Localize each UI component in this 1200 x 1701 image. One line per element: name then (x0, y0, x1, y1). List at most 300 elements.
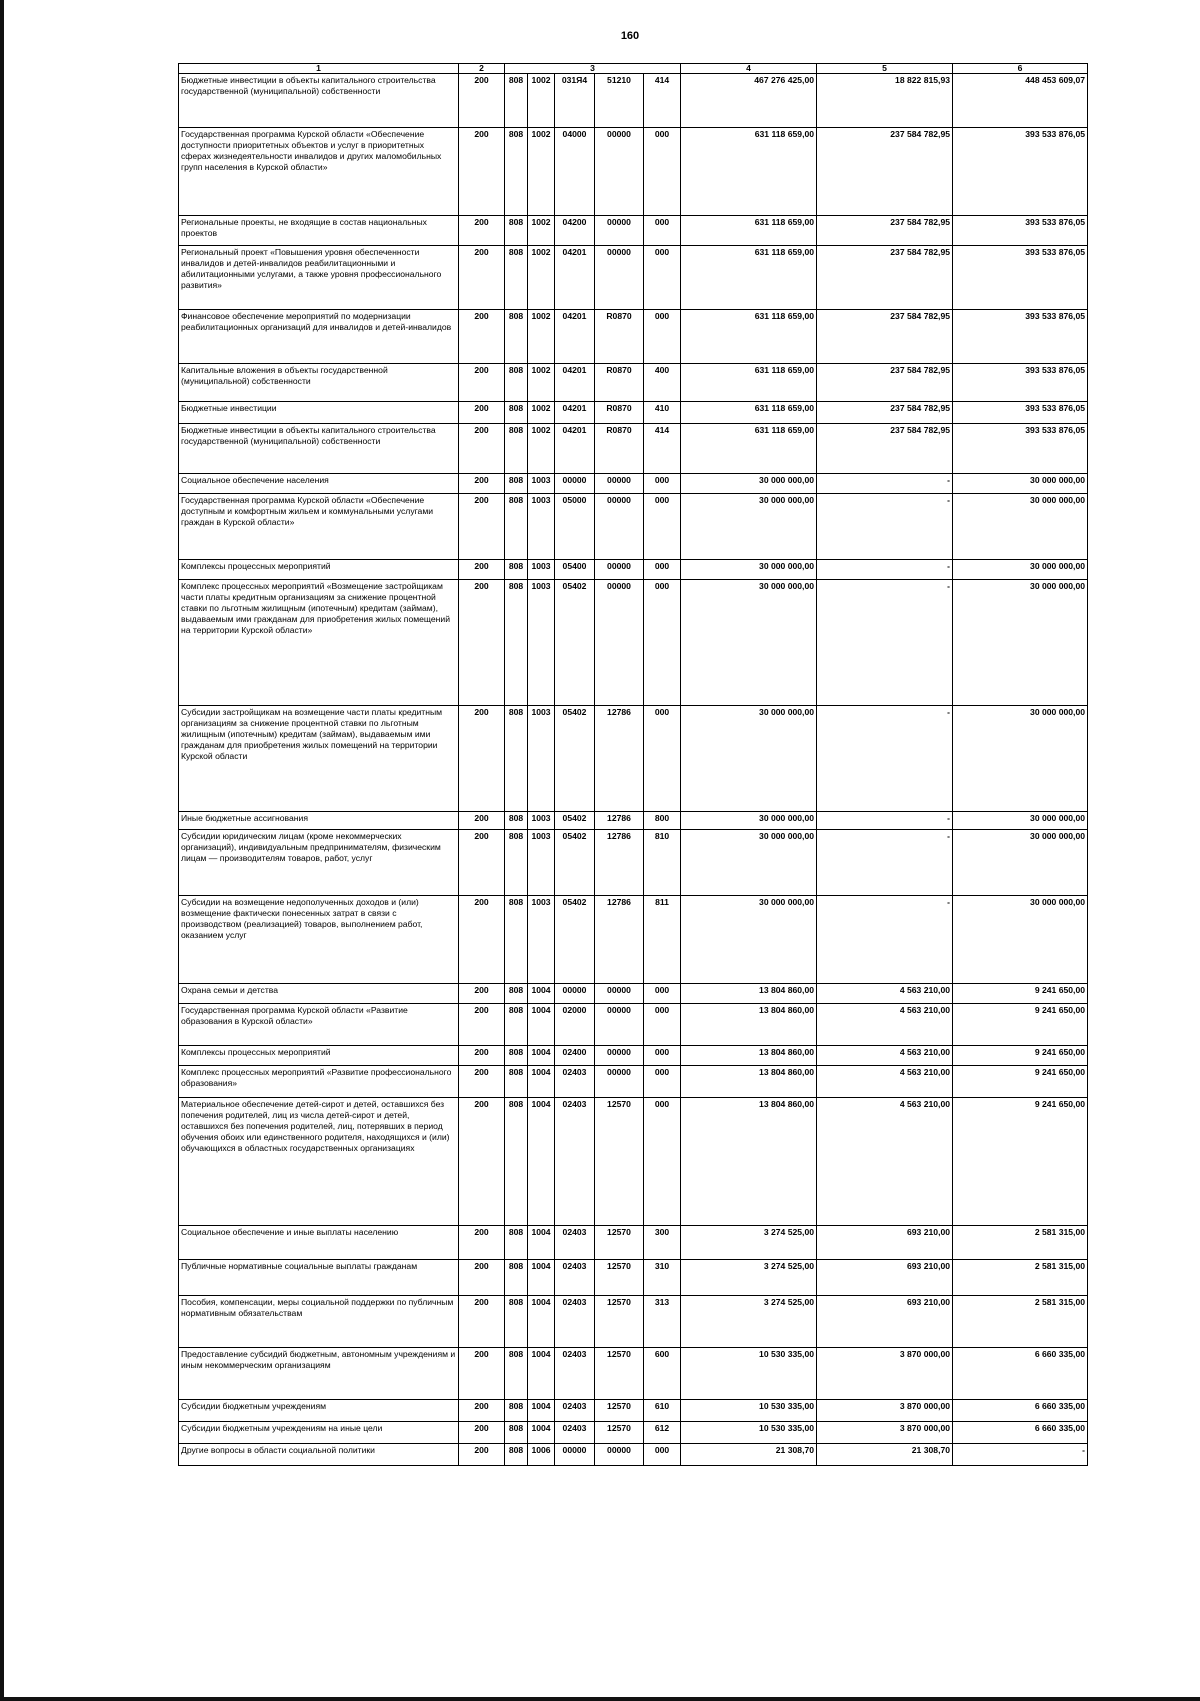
subsection-code: 1003 (528, 706, 555, 812)
row-name: Бюджетные инвестиции в объекты капитального строительства государственной (муниципальной) собственности (179, 424, 459, 474)
adm-code: 200 (459, 580, 505, 706)
expense-type-code: 310 (644, 1260, 681, 1296)
subsection-code: 1003 (528, 580, 555, 706)
direction-code: R0870 (595, 402, 644, 424)
amount-col-6: 6 660 335,00 (953, 1400, 1088, 1422)
expense-type-code: 000 (644, 128, 681, 216)
adm-code: 200 (459, 128, 505, 216)
section-code: 808 (505, 1260, 528, 1296)
direction-code: 00000 (595, 494, 644, 560)
amount-col-6: 393 533 876,05 (953, 246, 1088, 310)
amount-col-4: 3 274 525,00 (681, 1226, 817, 1260)
subsection-code: 1003 (528, 830, 555, 896)
amount-col-6: 393 533 876,05 (953, 128, 1088, 216)
direction-code: 00000 (595, 246, 644, 310)
amount-col-5: - (817, 812, 953, 830)
program-code: 02403 (555, 1400, 595, 1422)
program-code: 05402 (555, 896, 595, 984)
adm-code: 200 (459, 1226, 505, 1260)
scan-left-edge (0, 0, 4, 1701)
program-code: 04201 (555, 310, 595, 364)
section-code: 808 (505, 128, 528, 216)
amount-col-4: 30 000 000,00 (681, 812, 817, 830)
table-row (179, 1296, 1088, 1348)
amount-col-6: - (953, 1444, 1088, 1466)
subsection-code: 1003 (528, 812, 555, 830)
amount-col-5: 237 584 782,95 (817, 310, 953, 364)
section-code: 808 (505, 896, 528, 984)
adm-code: 200 (459, 706, 505, 812)
direction-code: 00000 (595, 1004, 644, 1046)
amount-col-5: 4 563 210,00 (817, 1098, 953, 1226)
adm-code: 200 (459, 1400, 505, 1422)
direction-code: 12786 (595, 830, 644, 896)
section-code: 808 (505, 1046, 528, 1066)
expense-type-code: 610 (644, 1400, 681, 1422)
header-col-1: 1 (179, 64, 459, 74)
expense-type-code: 300 (644, 1226, 681, 1260)
row-name: Другие вопросы в области социальной политики (179, 1444, 459, 1466)
section-code: 808 (505, 74, 528, 128)
table-row (179, 246, 1088, 310)
subsection-code: 1004 (528, 1422, 555, 1444)
header-row (179, 64, 1088, 74)
adm-code: 200 (459, 424, 505, 474)
amount-col-5: 3 870 000,00 (817, 1422, 953, 1444)
amount-col-4: 10 530 335,00 (681, 1348, 817, 1400)
amount-col-6: 30 000 000,00 (953, 812, 1088, 830)
direction-code: 00000 (595, 128, 644, 216)
row-name: Финансовое обеспечение мероприятий по модернизации реабилитационных организаций для инвалидов и детей-инвалидов (179, 310, 459, 364)
amount-col-5: 237 584 782,95 (817, 364, 953, 402)
section-code: 808 (505, 1400, 528, 1422)
program-code: 05402 (555, 830, 595, 896)
amount-col-4: 631 118 659,00 (681, 216, 817, 246)
table-row (179, 310, 1088, 364)
adm-code: 200 (459, 474, 505, 494)
adm-code: 200 (459, 74, 505, 128)
section-code: 808 (505, 1296, 528, 1348)
subsection-code: 1003 (528, 494, 555, 560)
expense-type-code: 000 (644, 246, 681, 310)
amount-col-4: 13 804 860,00 (681, 1004, 817, 1046)
amount-col-4: 30 000 000,00 (681, 706, 817, 812)
row-name: Субсидии на возмещение недополученных доходов и (или) возмещение фактически понесенных затрат в связи с производством (реализацией) товаров, выполнением работ, оказанием услуг (179, 896, 459, 984)
row-name: Охрана семьи и детства (179, 984, 459, 1004)
amount-col-4: 631 118 659,00 (681, 128, 817, 216)
amount-col-6: 393 533 876,05 (953, 364, 1088, 402)
amount-col-5: 4 563 210,00 (817, 1046, 953, 1066)
amount-col-6: 9 241 650,00 (953, 1098, 1088, 1226)
row-name: Публичные нормативные социальные выплаты гражданам (179, 1260, 459, 1296)
direction-code: 12570 (595, 1098, 644, 1226)
amount-col-5: 21 308,70 (817, 1444, 953, 1466)
row-name: Региональные проекты, не входящие в состав национальных проектов (179, 216, 459, 246)
expense-type-code: 000 (644, 1444, 681, 1466)
amount-col-5: 4 563 210,00 (817, 984, 953, 1004)
adm-code: 200 (459, 560, 505, 580)
row-name: Комплекс процессных мероприятий «Возмещение застройщикам части платы кредитным организациям за снижение процентной ставки по льготным жилищным (ипотечным) кредитам (займам), выдаваемым ими гражданам для приобретения жилых помещений на территории Курской области» (179, 580, 459, 706)
program-code: 031Я4 (555, 74, 595, 128)
program-code: 02403 (555, 1422, 595, 1444)
row-name: Государственная программа Курской области «Развитие образования в Курской области» (179, 1004, 459, 1046)
subsection-code: 1002 (528, 74, 555, 128)
direction-code: 00000 (595, 1444, 644, 1466)
program-code: 05402 (555, 812, 595, 830)
expense-type-code: 410 (644, 402, 681, 424)
adm-code: 200 (459, 216, 505, 246)
row-name: Капитальные вложения в объекты государственной (муниципальной) собственности (179, 364, 459, 402)
table-row (179, 1260, 1088, 1296)
amount-col-5: - (817, 706, 953, 812)
program-code: 05402 (555, 706, 595, 812)
table-row (179, 1066, 1088, 1098)
amount-col-5: - (817, 830, 953, 896)
expense-type-code: 000 (644, 1098, 681, 1226)
row-name: Материальное обеспечение детей-сирот и детей, оставшихся без попечения родителей, лиц из числа детей-сирот и детей, оставшихся без попечения родителей, лиц, потерявших в период обучения обоих или единственного родителя, находящихся и (или) обучающихся в областных государственных организациях (179, 1098, 459, 1226)
section-code: 808 (505, 706, 528, 812)
section-code: 808 (505, 1348, 528, 1400)
section-code: 808 (505, 494, 528, 560)
table-body (179, 74, 1088, 1466)
amount-col-4: 3 274 525,00 (681, 1260, 817, 1296)
section-code: 808 (505, 364, 528, 402)
row-name: Пособия, компенсации, меры социальной поддержки по публичным нормативным обязательствам (179, 1296, 459, 1348)
amount-col-6: 30 000 000,00 (953, 494, 1088, 560)
program-code: 05402 (555, 580, 595, 706)
row-name: Субсидии бюджетным учреждениям (179, 1400, 459, 1422)
table-row (179, 494, 1088, 560)
direction-code: 12786 (595, 706, 644, 812)
table-row (179, 812, 1088, 830)
row-name: Субсидии бюджетным учреждениям на иные цели (179, 1422, 459, 1444)
adm-code: 200 (459, 1296, 505, 1348)
subsection-code: 1002 (528, 364, 555, 402)
program-code: 02403 (555, 1260, 595, 1296)
program-code: 02403 (555, 1066, 595, 1098)
row-name: Субсидии юридическим лицам (кроме некоммерческих организаций), индивидуальным предпринимателям, физическим лицам — производителям товаров, работ, услуг (179, 830, 459, 896)
amount-col-4: 631 118 659,00 (681, 402, 817, 424)
table-row (179, 1422, 1088, 1444)
adm-code: 200 (459, 1046, 505, 1066)
subsection-code: 1002 (528, 128, 555, 216)
subsection-code: 1003 (528, 474, 555, 494)
table-row (179, 1226, 1088, 1260)
program-code: 02400 (555, 1046, 595, 1066)
subsection-code: 1004 (528, 1066, 555, 1098)
direction-code: 00000 (595, 580, 644, 706)
table-row (179, 364, 1088, 402)
amount-col-5: - (817, 560, 953, 580)
amount-col-5: 237 584 782,95 (817, 216, 953, 246)
row-name: Иные бюджетные ассигнования (179, 812, 459, 830)
direction-code: 12570 (595, 1348, 644, 1400)
table-row (179, 1400, 1088, 1422)
section-code: 808 (505, 216, 528, 246)
direction-code: 12786 (595, 812, 644, 830)
amount-col-6: 2 581 315,00 (953, 1260, 1088, 1296)
amount-col-6: 9 241 650,00 (953, 984, 1088, 1004)
amount-col-6: 393 533 876,05 (953, 402, 1088, 424)
row-name: Комплексы процессных мероприятий (179, 1046, 459, 1066)
amount-col-4: 631 118 659,00 (681, 364, 817, 402)
amount-col-4: 10 530 335,00 (681, 1422, 817, 1444)
section-code: 808 (505, 1066, 528, 1098)
expense-type-code: 000 (644, 494, 681, 560)
table-row (179, 1098, 1088, 1226)
direction-code: 00000 (595, 984, 644, 1004)
expense-type-code: 000 (644, 1004, 681, 1046)
program-code: 02403 (555, 1296, 595, 1348)
amount-col-6: 30 000 000,00 (953, 706, 1088, 812)
expense-type-code: 414 (644, 74, 681, 128)
amount-col-5: 693 210,00 (817, 1260, 953, 1296)
table-row (179, 1046, 1088, 1066)
amount-col-5: 4 563 210,00 (817, 1004, 953, 1046)
section-code: 808 (505, 424, 528, 474)
direction-code: 00000 (595, 560, 644, 580)
section-code: 808 (505, 580, 528, 706)
direction-code: 12570 (595, 1400, 644, 1422)
amount-col-4: 13 804 860,00 (681, 1098, 817, 1226)
amount-col-4: 467 276 425,00 (681, 74, 817, 128)
direction-code: 00000 (595, 474, 644, 494)
program-code: 00000 (555, 984, 595, 1004)
program-code: 05400 (555, 560, 595, 580)
row-name: Комплекс процессных мероприятий «Развитие профессионального образования» (179, 1066, 459, 1098)
section-code: 808 (505, 830, 528, 896)
table-row (179, 560, 1088, 580)
table-row (179, 1444, 1088, 1466)
expense-type-code: 811 (644, 896, 681, 984)
program-code: 05000 (555, 494, 595, 560)
table-row (179, 1348, 1088, 1400)
section-code: 808 (505, 474, 528, 494)
adm-code: 200 (459, 830, 505, 896)
direction-code: R0870 (595, 424, 644, 474)
adm-code: 200 (459, 246, 505, 310)
direction-code: R0870 (595, 364, 644, 402)
adm-code: 200 (459, 1066, 505, 1098)
direction-code: 00000 (595, 1066, 644, 1098)
amount-col-6: 30 000 000,00 (953, 474, 1088, 494)
header-col-5: 5 (817, 64, 953, 74)
row-name: Бюджетные инвестиции в объекты капитального строительства государственной (муниципальной) собственности (179, 74, 459, 128)
section-code: 808 (505, 310, 528, 364)
adm-code: 200 (459, 812, 505, 830)
table-row (179, 984, 1088, 1004)
subsection-code: 1004 (528, 984, 555, 1004)
program-code: 00000 (555, 474, 595, 494)
direction-code: 12786 (595, 896, 644, 984)
direction-code: 00000 (595, 1046, 644, 1066)
scan-bottom-edge (0, 1697, 1200, 1701)
expense-type-code: 000 (644, 1046, 681, 1066)
section-code: 808 (505, 1422, 528, 1444)
amount-col-4: 631 118 659,00 (681, 424, 817, 474)
subsection-code: 1004 (528, 1226, 555, 1260)
amount-col-5: 4 563 210,00 (817, 1066, 953, 1098)
amount-col-6: 30 000 000,00 (953, 580, 1088, 706)
section-code: 808 (505, 402, 528, 424)
adm-code: 200 (459, 310, 505, 364)
amount-col-6: 30 000 000,00 (953, 896, 1088, 984)
amount-col-4: 30 000 000,00 (681, 474, 817, 494)
subsection-code: 1002 (528, 216, 555, 246)
table-row (179, 474, 1088, 494)
amount-col-4: 30 000 000,00 (681, 896, 817, 984)
amount-col-5: 18 822 815,93 (817, 74, 953, 128)
program-code: 02403 (555, 1098, 595, 1226)
program-code: 04200 (555, 216, 595, 246)
direction-code: 12570 (595, 1296, 644, 1348)
table-row (179, 1004, 1088, 1046)
program-code: 04201 (555, 424, 595, 474)
expense-type-code: 000 (644, 216, 681, 246)
amount-col-5: 693 210,00 (817, 1296, 953, 1348)
expense-type-code: 414 (644, 424, 681, 474)
amount-col-4: 10 530 335,00 (681, 1400, 817, 1422)
table-row (179, 830, 1088, 896)
subsection-code: 1004 (528, 1348, 555, 1400)
amount-col-4: 21 308,70 (681, 1444, 817, 1466)
table-row (179, 74, 1088, 128)
direction-code: R0870 (595, 310, 644, 364)
header-col-3: 3 (505, 64, 681, 74)
expense-type-code: 000 (644, 310, 681, 364)
expense-type-code: 000 (644, 474, 681, 494)
section-code: 808 (505, 246, 528, 310)
expense-type-code: 000 (644, 984, 681, 1004)
amount-col-6: 393 533 876,05 (953, 310, 1088, 364)
subsection-code: 1004 (528, 1296, 555, 1348)
adm-code: 200 (459, 494, 505, 560)
amount-col-4: 30 000 000,00 (681, 494, 817, 560)
amount-col-5: - (817, 896, 953, 984)
amount-col-6: 393 533 876,05 (953, 424, 1088, 474)
adm-code: 200 (459, 402, 505, 424)
amount-col-6: 9 241 650,00 (953, 1046, 1088, 1066)
expense-type-code: 000 (644, 560, 681, 580)
row-name: Предоставление субсидий бюджетным, автономным учреждениям и иным некоммерческим организациям (179, 1348, 459, 1400)
amount-col-6: 9 241 650,00 (953, 1066, 1088, 1098)
row-name: Субсидии застройщикам на возмещение части платы кредитным организациям за снижение процентной ставки по льготным жилищным (ипотечным) кредитам (займам), выдаваемым ими гражданам для приобретения жилых помещений на территории Курской области (179, 706, 459, 812)
expense-type-code: 600 (644, 1348, 681, 1400)
subsection-code: 1002 (528, 424, 555, 474)
adm-code: 200 (459, 1098, 505, 1226)
expense-type-code: 313 (644, 1296, 681, 1348)
adm-code: 200 (459, 1348, 505, 1400)
row-name: Социальное обеспечение населения (179, 474, 459, 494)
subsection-code: 1002 (528, 402, 555, 424)
direction-code: 12570 (595, 1226, 644, 1260)
subsection-code: 1004 (528, 1004, 555, 1046)
table-row (179, 402, 1088, 424)
header-col-4: 4 (681, 64, 817, 74)
amount-col-5: 237 584 782,95 (817, 402, 953, 424)
adm-code: 200 (459, 1444, 505, 1466)
program-code: 04201 (555, 364, 595, 402)
amount-col-5: 3 870 000,00 (817, 1400, 953, 1422)
subsection-code: 1002 (528, 246, 555, 310)
subsection-code: 1002 (528, 310, 555, 364)
amount-col-4: 631 118 659,00 (681, 310, 817, 364)
adm-code: 200 (459, 364, 505, 402)
section-code: 808 (505, 1226, 528, 1260)
subsection-code: 1003 (528, 560, 555, 580)
table-row (179, 896, 1088, 984)
direction-code: 12570 (595, 1422, 644, 1444)
row-name: Государственная программа Курской области «Обеспечение доступным и комфортным жильем и коммунальными услугами граждан в Курской области» (179, 494, 459, 560)
row-name: Бюджетные инвестиции (179, 402, 459, 424)
amount-col-6: 30 000 000,00 (953, 830, 1088, 896)
amount-col-6: 9 241 650,00 (953, 1004, 1088, 1046)
program-code: 00000 (555, 1444, 595, 1466)
amount-col-4: 13 804 860,00 (681, 984, 817, 1004)
row-name: Комплексы процессных мероприятий (179, 560, 459, 580)
adm-code: 200 (459, 896, 505, 984)
program-code: 04000 (555, 128, 595, 216)
subsection-code: 1004 (528, 1046, 555, 1066)
amount-col-4: 30 000 000,00 (681, 560, 817, 580)
amount-col-4: 30 000 000,00 (681, 580, 817, 706)
amount-col-6: 6 660 335,00 (953, 1422, 1088, 1444)
direction-code: 51210 (595, 74, 644, 128)
section-code: 808 (505, 1004, 528, 1046)
section-code: 808 (505, 1444, 528, 1466)
expense-type-code: 000 (644, 580, 681, 706)
amount-col-5: 237 584 782,95 (817, 246, 953, 310)
amount-col-5: 237 584 782,95 (817, 424, 953, 474)
program-code: 02403 (555, 1226, 595, 1260)
header-col-2: 2 (459, 64, 505, 74)
amount-col-5: 237 584 782,95 (817, 128, 953, 216)
table-row (179, 580, 1088, 706)
header-col-6: 6 (953, 64, 1088, 74)
adm-code: 200 (459, 1004, 505, 1046)
amount-col-4: 13 804 860,00 (681, 1066, 817, 1098)
program-code: 04201 (555, 402, 595, 424)
amount-col-6: 6 660 335,00 (953, 1348, 1088, 1400)
amount-col-5: - (817, 494, 953, 560)
subsection-code: 1004 (528, 1400, 555, 1422)
expense-type-code: 800 (644, 812, 681, 830)
program-code: 02403 (555, 1348, 595, 1400)
table-row (179, 128, 1088, 216)
amount-col-6: 2 581 315,00 (953, 1226, 1088, 1260)
adm-code: 200 (459, 984, 505, 1004)
table-row (179, 706, 1088, 812)
subsection-code: 1004 (528, 1260, 555, 1296)
program-code: 02000 (555, 1004, 595, 1046)
expense-type-code: 000 (644, 1066, 681, 1098)
direction-code: 12570 (595, 1260, 644, 1296)
section-code: 808 (505, 560, 528, 580)
page-number: 160 (620, 30, 640, 42)
amount-col-4: 3 274 525,00 (681, 1296, 817, 1348)
amount-col-5: - (817, 580, 953, 706)
expense-type-code: 810 (644, 830, 681, 896)
subsection-code: 1004 (528, 1098, 555, 1226)
amount-col-5: 693 210,00 (817, 1226, 953, 1260)
section-code: 808 (505, 984, 528, 1004)
subsection-code: 1006 (528, 1444, 555, 1466)
adm-code: 200 (459, 1422, 505, 1444)
direction-code: 00000 (595, 216, 644, 246)
section-code: 808 (505, 812, 528, 830)
expense-type-code: 612 (644, 1422, 681, 1444)
amount-col-4: 631 118 659,00 (681, 246, 817, 310)
